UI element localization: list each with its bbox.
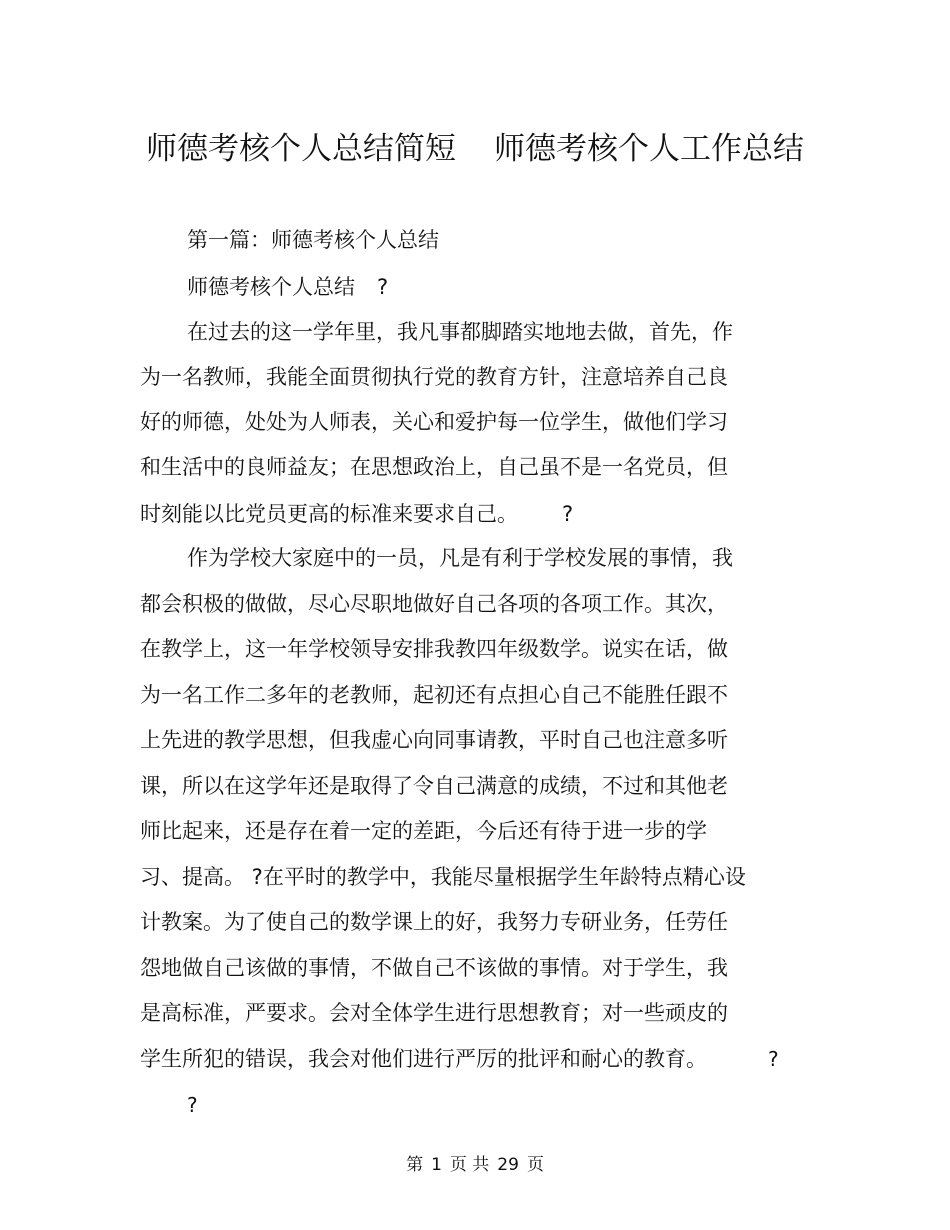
document-title	[0, 127, 950, 171]
paragraph-1-line-1: 在过去的这一学年里，我凡事都脚踏实地地去做，首先，作	[187, 320, 733, 344]
paragraph-2-line-2: 都会积极的做做，尽心尽职地做好自己各项的各项工作。其次，	[140, 592, 728, 616]
title-part-2: 师德考核个人工作总结	[494, 131, 804, 167]
paragraph-2-line-1: 作为学校大家庭中的一员，凡是有利于学校发展的事情，我	[187, 546, 733, 570]
current-page-number: 1	[431, 1155, 442, 1175]
paragraph-2-line-5: 上先进的教学思想，但我虚心向同事请教，平时自己也注意多听	[140, 728, 728, 752]
paragraph-1-line-5: 时刻能以比党员更高的标准来要求自己。 ?	[140, 502, 574, 526]
paragraph-2-line-12: 学生所犯的错误，我会对他们进行严厉的批评和耐心的教育。	[140, 1047, 707, 1071]
page-footer: 第 1 页 共 29 页	[406, 1155, 544, 1175]
section-heading: 第一篇：师德考核个人总结	[187, 228, 439, 252]
question-mark: ?	[562, 502, 574, 526]
question-mark: ?	[768, 1047, 779, 1071]
question-mark: ?	[377, 275, 389, 299]
paragraph-1-line-3: 好的师德，处处为人师表，关心和爱护每一位学生，做他们学习	[140, 410, 728, 434]
paragraph-2-line-8: 习、提高。 ?在平时的教学中，我能尽量根据学生年龄特点精心设	[140, 865, 746, 889]
paragraph-1-line-2: 为一名教师，我能全面贯彻执行党的教育方针，注意培养自己良	[140, 365, 728, 389]
paragraph-2-line-3: 在教学上，这一年学校领导安排我教四年级数学。说实在话，做	[140, 637, 728, 661]
question-mark: ?	[187, 1093, 198, 1117]
paragraph-2-line-4: 为一名工作二多年的老教师，起初还有点担心自己不能胜任跟不	[140, 683, 728, 707]
paragraph-2-line-11: 是高标准，严要求。会对全体学生进行思想教育；对一些顽皮的	[140, 1001, 728, 1025]
paragraph-2-line-7: 师比起来，还是存在着一定的差距，今后还有待于进一步的学	[140, 819, 707, 843]
paragraph-2-line-9: 计教案。为了使自己的数学课上的好，我努力专研业务，任劳任	[140, 910, 728, 934]
title-part-1: 师德考核个人总结简短	[146, 131, 456, 167]
paragraph-1-line-4: 和生活中的良师益友；在思想政治上，自己虽不是一名党员，但	[140, 455, 728, 479]
paragraph-2-line-6: 课，所以在这学年还是取得了令自己满意的成绩，不过和其他老	[140, 774, 728, 798]
subheading: 师德考核个人总结 ?	[187, 275, 389, 299]
total-pages: 29	[497, 1155, 519, 1175]
paragraph-2-line-10: 怨地做自己该做的事情，不做自己不该做的事情。对于学生，我	[140, 956, 728, 980]
